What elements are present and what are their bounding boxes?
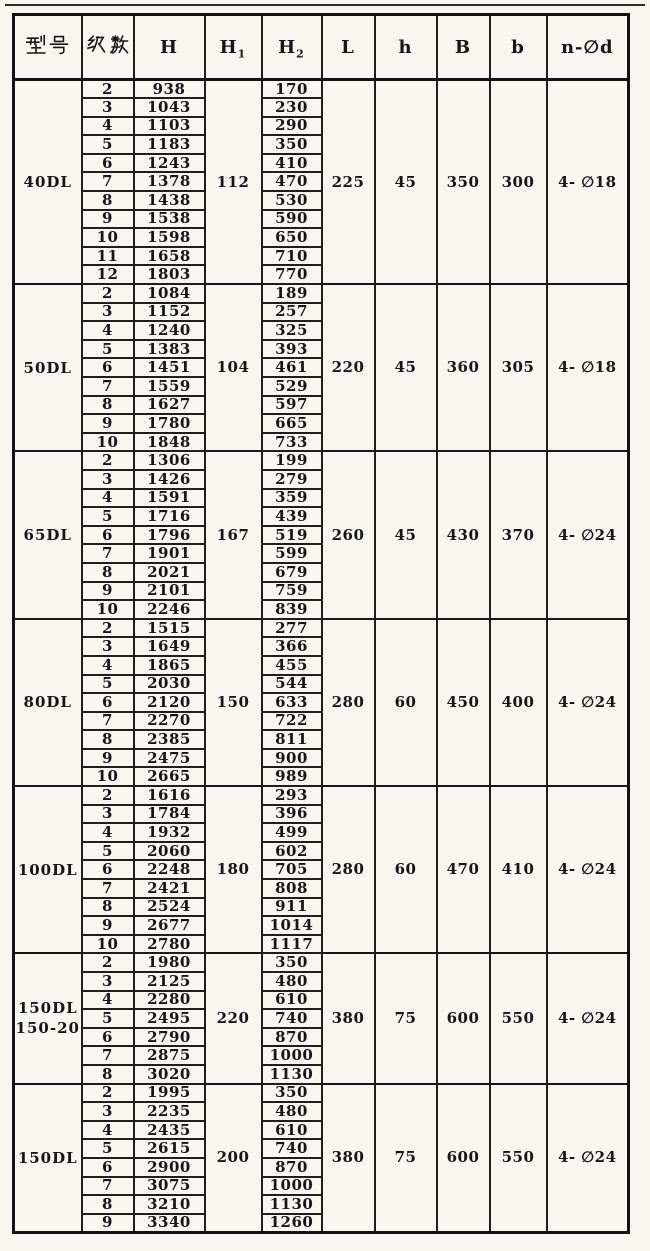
stages-cell: 5 [82,1139,134,1158]
H2-cell: 911 [262,898,322,917]
model-cell [14,284,82,451]
H2-cell: 679 [262,563,322,582]
H-cell: 2421 [134,879,205,898]
H-cell: 1240 [134,321,205,340]
H-cell: 2900 [134,1158,205,1177]
header-b [490,15,547,80]
header-subscript: 2 [296,47,305,61]
b-cell: 410 [490,786,547,953]
stages-cell: 6 [82,1158,134,1177]
H-cell: 2235 [134,1102,205,1121]
H-cell: 1559 [134,377,205,396]
h-cell: 75 [375,1084,437,1233]
H2-cell: 410 [262,154,322,173]
H2-cell: 359 [262,489,322,508]
H2-cell: 610 [262,1121,322,1140]
stages-cell: 10 [82,600,134,619]
H2-cell: 277 [262,619,322,638]
stages-cell: 5 [82,842,134,861]
table-row [14,1084,629,1103]
H2-cell: 499 [262,823,322,842]
H2-cell: 530 [262,191,322,210]
H-cell: 1043 [134,98,205,117]
model-label: 50DL [23,358,72,377]
header-label: h [398,36,413,58]
stages-cell: 7 [82,1177,134,1196]
header-label: B [454,36,472,58]
b-cell: 305 [490,284,547,451]
H-cell: 1426 [134,470,205,489]
H2-cell: 759 [262,582,322,601]
stages-cell: 6 [82,1028,134,1047]
H2-cell: 597 [262,396,322,415]
H-cell: 2677 [134,916,205,935]
stages-cell: 8 [82,563,134,582]
stages-cell: 8 [82,1195,134,1214]
H-cell: 2875 [134,1046,205,1065]
header-L [322,15,375,80]
header-subscript: 1 [237,47,247,61]
model-cell [14,80,82,285]
model-label-line2: 150-20 [15,1019,80,1038]
H1-cell: 104 [205,284,262,451]
H2-cell: 590 [262,210,322,229]
H-cell: 1901 [134,544,205,563]
H2-cell: 230 [262,98,322,117]
H2-cell: 189 [262,284,322,303]
H-cell: 2524 [134,898,205,917]
H2-cell: 199 [262,451,322,470]
H2-cell: 1130 [262,1195,322,1214]
stages-cell: 12 [82,265,134,284]
H2-cell: 811 [262,730,322,749]
H2-cell: 325 [262,321,322,340]
stages-cell: 4 [82,321,134,340]
stages-cell: 2 [82,1084,134,1103]
stages-cell: 4 [82,489,134,508]
H1-cell: 200 [205,1084,262,1233]
H-cell: 1796 [134,526,205,545]
H-cell: 3020 [134,1065,205,1084]
L-cell: 380 [322,953,375,1083]
H-cell: 1152 [134,303,205,322]
header-n-phi-d [547,15,629,80]
H-cell: 1378 [134,172,205,191]
stages-cell: 11 [82,247,134,266]
H-cell: 2248 [134,860,205,879]
B-cell: 600 [437,953,490,1083]
H2-cell: 808 [262,879,322,898]
H2-cell: 366 [262,637,322,656]
H-cell: 1780 [134,414,205,433]
h-cell: 45 [375,451,437,618]
H2-cell: 770 [262,265,322,284]
H-cell: 3210 [134,1195,205,1214]
stages-cell: 4 [82,991,134,1010]
H-cell: 1980 [134,953,205,972]
H2-cell: 665 [262,414,322,433]
H2-cell: 529 [262,377,322,396]
b-cell: 370 [490,451,547,618]
top-rule [5,4,645,6]
header-B [437,15,490,80]
model-label: 80DL [23,693,72,712]
H-cell: 1658 [134,247,205,266]
table-row [14,284,629,303]
spec-table [12,13,630,1234]
stages-cell: 3 [82,470,134,489]
hanzi-shu-icon [109,35,129,55]
b-cell: 550 [490,1084,547,1233]
H2-cell: 870 [262,1158,322,1177]
table-row [14,451,629,470]
H2-cell: 900 [262,749,322,768]
H2-cell: 1130 [262,1065,322,1084]
stages-cell: 9 [82,210,134,229]
H2-cell: 293 [262,786,322,805]
header-H [134,15,205,80]
h-cell: 60 [375,786,437,953]
H-cell: 2385 [134,730,205,749]
H-cell: 2495 [134,1009,205,1028]
header-H1 [205,15,262,80]
H2-cell: 650 [262,228,322,247]
stages-cell: 9 [82,749,134,768]
H-cell: 1103 [134,117,205,136]
stages-cell: 8 [82,730,134,749]
header-model [14,15,82,80]
B-cell: 470 [437,786,490,953]
H-cell: 1306 [134,451,205,470]
H-cell: 1451 [134,358,205,377]
H-cell: 1932 [134,823,205,842]
stages-cell: 2 [82,80,134,99]
h-cell: 45 [375,284,437,451]
stages-cell: 2 [82,284,134,303]
H2-cell: 1117 [262,935,322,954]
H-cell: 1716 [134,507,205,526]
stages-cell: 9 [82,414,134,433]
H-cell: 938 [134,80,205,99]
H-cell: 1438 [134,191,205,210]
H-cell: 1243 [134,154,205,173]
H-cell: 2790 [134,1028,205,1047]
stages-cell: 7 [82,544,134,563]
b-cell: 550 [490,953,547,1083]
stages-cell: 6 [82,693,134,712]
H-cell: 2021 [134,563,205,582]
H-cell: 2060 [134,842,205,861]
stages-cell: 9 [82,582,134,601]
stages-cell: 4 [82,1121,134,1140]
H2-cell: 989 [262,767,322,786]
H2-cell: 633 [262,693,322,712]
stages-cell: 3 [82,1102,134,1121]
H-cell: 1591 [134,489,205,508]
H2-cell: 170 [262,80,322,99]
H-cell: 1784 [134,805,205,824]
stages-cell: 10 [82,228,134,247]
stages-cell: 5 [82,675,134,694]
stages-cell: 8 [82,898,134,917]
L-cell: 380 [322,1084,375,1233]
L-cell: 280 [322,786,375,953]
bolt-spec-cell: 4- ∅24 [547,451,629,618]
header-H2 [262,15,322,80]
H2-cell: 544 [262,675,322,694]
stages-cell: 2 [82,953,134,972]
H-cell: 2435 [134,1121,205,1140]
b-cell: 300 [490,80,547,285]
header-h [375,15,437,80]
stages-cell: 8 [82,396,134,415]
stages-cell: 2 [82,619,134,638]
B-cell: 600 [437,1084,490,1233]
stages-cell: 10 [82,433,134,452]
H-cell: 3075 [134,1177,205,1196]
stages-cell: 5 [82,507,134,526]
H-cell: 2475 [134,749,205,768]
model-header-glyph [25,35,70,55]
stages-cell: 9 [82,916,134,935]
H-cell: 1803 [134,265,205,284]
H-cell: 2665 [134,767,205,786]
H2-cell: 480 [262,1102,322,1121]
table-row [14,786,629,805]
stages-cell: 7 [82,1046,134,1065]
table-row [14,953,629,972]
H-cell: 1515 [134,619,205,638]
H2-cell: 740 [262,1009,322,1028]
model-cell [14,1084,82,1233]
stages-cell: 3 [82,303,134,322]
model-label: 40DL [23,172,72,191]
H-cell: 1848 [134,433,205,452]
H2-cell: 733 [262,433,322,452]
stages-cell: 8 [82,1065,134,1084]
H-cell: 2246 [134,600,205,619]
h-cell: 45 [375,80,437,285]
H2-cell: 1014 [262,916,322,935]
stages-cell: 7 [82,879,134,898]
H2-cell: 839 [262,600,322,619]
hanzi-hao-icon [49,35,69,55]
H2-cell: 350 [262,953,322,972]
stages-cell: 4 [82,117,134,136]
H2-cell: 480 [262,972,322,991]
H-cell: 2101 [134,582,205,601]
H-cell: 1598 [134,228,205,247]
model-cell [14,619,82,786]
b-cell: 400 [490,619,547,786]
H2-cell: 705 [262,860,322,879]
H-cell: 1865 [134,656,205,675]
H-cell: 2780 [134,935,205,954]
header-label: n-∅d [560,36,614,58]
bolt-spec-cell: 4- ∅24 [547,953,629,1083]
stages-cell: 6 [82,154,134,173]
stages-cell: 2 [82,786,134,805]
model-cell [14,953,82,1083]
H-cell: 1649 [134,637,205,656]
H-cell: 2280 [134,991,205,1010]
stages-cell: 3 [82,637,134,656]
stages-cell: 10 [82,935,134,954]
H-cell: 2120 [134,693,205,712]
H2-cell: 722 [262,712,322,731]
H2-cell: 290 [262,117,322,136]
H-cell: 1627 [134,396,205,415]
hanzi-xing-icon [26,35,46,55]
hanzi-ji-icon [86,35,106,55]
H2-cell: 393 [262,340,322,359]
H2-cell: 470 [262,172,322,191]
B-cell: 360 [437,284,490,451]
H-cell: 1383 [134,340,205,359]
stages-cell: 3 [82,972,134,991]
table-row [14,619,629,638]
h-cell: 60 [375,619,437,786]
L-cell: 225 [322,80,375,285]
header-stages [82,15,134,80]
header-row [14,15,629,80]
table-row [14,80,629,99]
H2-cell: 519 [262,526,322,545]
H1-cell: 112 [205,80,262,285]
header-label: H [219,36,238,58]
model-cell [14,451,82,618]
stages-cell: 7 [82,172,134,191]
H2-cell: 439 [262,507,322,526]
H-cell: 2270 [134,712,205,731]
H1-cell: 150 [205,619,262,786]
H2-cell: 257 [262,303,322,322]
model-label: 65DL [23,525,72,544]
H2-cell: 710 [262,247,322,266]
H-cell: 2615 [134,1139,205,1158]
stages-cell: 5 [82,1009,134,1028]
stages-header-glyph [85,35,130,55]
stages-cell: 8 [82,191,134,210]
H2-cell: 610 [262,991,322,1010]
stages-cell: 5 [82,340,134,359]
model-label: 150DL [17,999,78,1018]
H-cell: 1183 [134,135,205,154]
H2-cell: 602 [262,842,322,861]
header-label: H [159,36,178,58]
H2-cell: 1000 [262,1046,322,1065]
model-cell [14,786,82,953]
stages-cell: 5 [82,135,134,154]
H2-cell: 870 [262,1028,322,1047]
H-cell: 1616 [134,786,205,805]
stages-cell: 7 [82,712,134,731]
H-cell: 2125 [134,972,205,991]
H2-cell: 350 [262,1084,322,1103]
L-cell: 220 [322,284,375,451]
H2-cell: 396 [262,805,322,824]
H-cell: 1995 [134,1084,205,1103]
stages-cell: 2 [82,451,134,470]
H2-cell: 279 [262,470,322,489]
bolt-spec-cell: 4- ∅24 [547,1084,629,1233]
h-cell: 75 [375,953,437,1083]
bolt-spec-cell: 4- ∅24 [547,786,629,953]
B-cell: 430 [437,451,490,618]
bolt-spec-cell: 4- ∅18 [547,284,629,451]
H1-cell: 167 [205,451,262,618]
stages-cell: 4 [82,656,134,675]
L-cell: 260 [322,451,375,618]
model-label: 100DL [17,860,78,879]
H2-cell: 1260 [262,1214,322,1233]
B-cell: 450 [437,619,490,786]
H-cell: 1084 [134,284,205,303]
stages-cell: 6 [82,526,134,545]
H2-cell: 740 [262,1139,322,1158]
stages-cell: 4 [82,823,134,842]
H2-cell: 599 [262,544,322,563]
H1-cell: 220 [205,953,262,1083]
spec-table-body [14,80,629,1233]
stages-cell: 3 [82,98,134,117]
header-label: b [511,36,525,58]
stages-cell: 7 [82,377,134,396]
stages-cell: 6 [82,860,134,879]
bolt-spec-cell: 4- ∅18 [547,80,629,285]
bolt-spec-cell: 4- ∅24 [547,619,629,786]
H2-cell: 1000 [262,1177,322,1196]
stages-cell: 6 [82,358,134,377]
stages-cell: 10 [82,767,134,786]
header-label: L [341,36,355,58]
stages-cell: 3 [82,805,134,824]
H2-cell: 461 [262,358,322,377]
stages-cell: 9 [82,1214,134,1233]
H2-cell: 455 [262,656,322,675]
B-cell: 350 [437,80,490,285]
model-label: 150DL [17,1148,78,1167]
header-label: H [278,36,297,58]
H1-cell: 180 [205,786,262,953]
H-cell: 2030 [134,675,205,694]
H-cell: 3340 [134,1214,205,1233]
H-cell: 1538 [134,210,205,229]
L-cell: 280 [322,619,375,786]
H2-cell: 350 [262,135,322,154]
